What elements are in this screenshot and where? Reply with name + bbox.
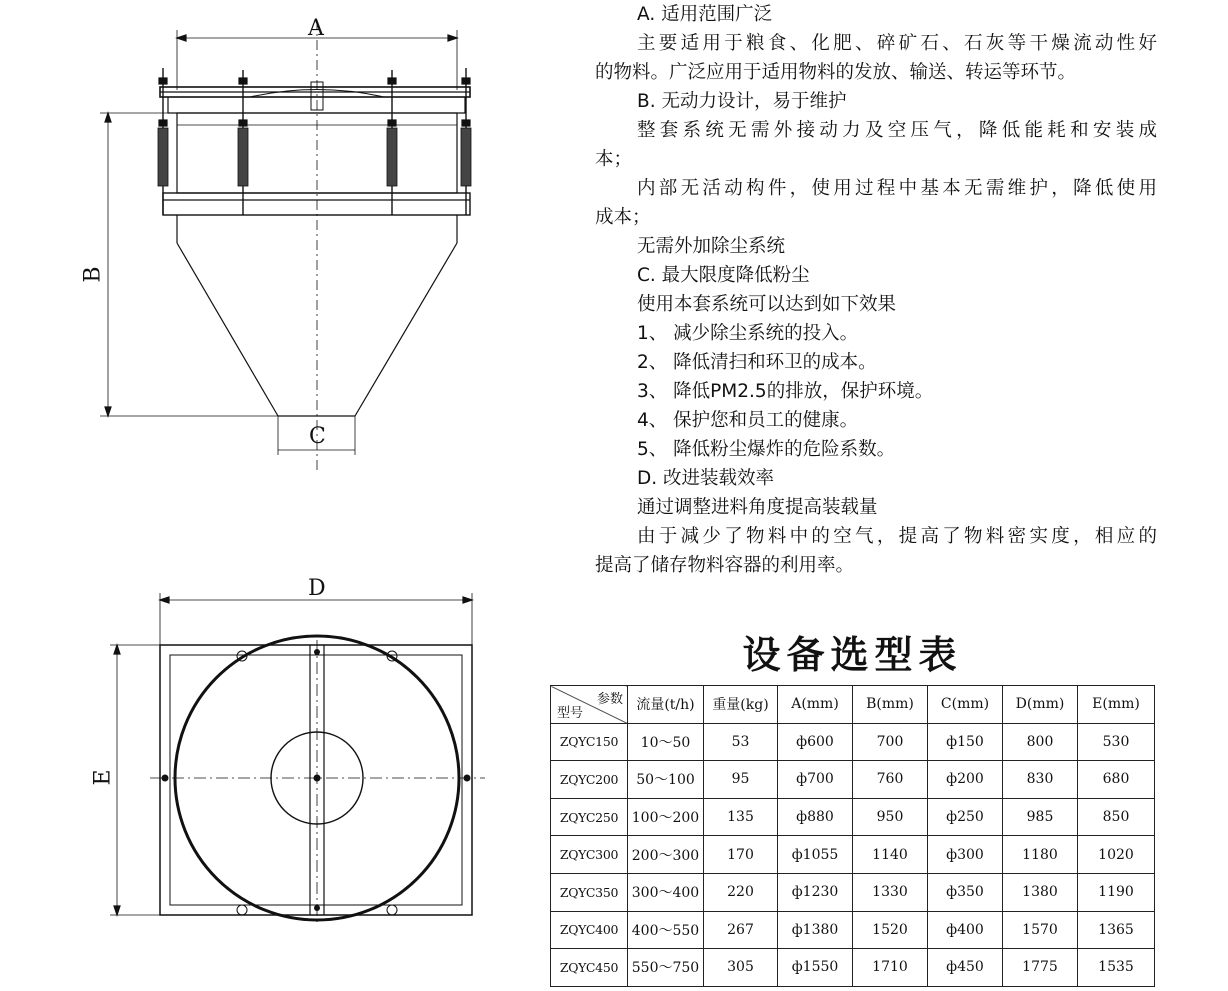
table-cell: ф700 xyxy=(778,761,853,799)
list-item: 2、 降低清扫和环卫的成本。 xyxy=(637,352,877,373)
header-cell: B(mm) xyxy=(853,686,928,724)
section-heading: A. 适用范围广泛 xyxy=(637,4,773,25)
table-row xyxy=(551,949,1155,987)
table-cell: ф1230 xyxy=(778,873,853,911)
table-cell: 800 xyxy=(1003,723,1078,761)
table-body xyxy=(551,723,1155,986)
header-cell: 重量(kg) xyxy=(704,686,778,724)
section-heading: C. 最大限度降低粉尘 xyxy=(637,265,810,286)
table-cell: ф350 xyxy=(928,873,1003,911)
table-cell: 95 xyxy=(704,761,778,799)
top-view-drawing xyxy=(110,593,485,925)
table-cell: 985 xyxy=(1003,798,1078,836)
paragraph-line: 内部无活动构件，使用过程中基本无需维护，降低使用 xyxy=(637,178,1157,199)
header-cell: 流量(t/h) xyxy=(628,686,704,724)
table-cell: 220 xyxy=(704,873,778,911)
table-cell: 50～100 xyxy=(628,761,704,799)
table-cell: 1020 xyxy=(1078,836,1155,874)
table-cell: ф300 xyxy=(928,836,1003,874)
table-cell: 950 xyxy=(853,798,928,836)
list-item: 3、 降低PM2.5的排放，保护环境。 xyxy=(637,381,934,402)
description-text xyxy=(595,0,1157,580)
table-cell: 1535 xyxy=(1078,949,1155,987)
header-corner-model: 型号 xyxy=(557,705,584,721)
table-cell: 400～550 xyxy=(628,911,704,949)
table-cell: ф1380 xyxy=(778,911,853,949)
table-cell: 10～50 xyxy=(628,723,704,761)
table-cell: 135 xyxy=(704,798,778,836)
table-row xyxy=(551,798,1155,836)
technical-drawings xyxy=(0,0,560,991)
table-cell: 1180 xyxy=(1003,836,1078,874)
list-item: 4、 保护您和员工的健康。 xyxy=(637,410,859,431)
header-cell: D(mm) xyxy=(1003,686,1078,724)
paragraph-line: 主要适用于粮食、化肥、碎矿石、石灰等干燥流动性好 xyxy=(637,33,1157,54)
model-cell: ZQYC350 xyxy=(551,873,628,911)
table-cell: 550～750 xyxy=(628,949,704,987)
table-cell: ф1055 xyxy=(778,836,853,874)
table-cell: 305 xyxy=(704,949,778,987)
table-cell: 700 xyxy=(853,723,928,761)
table-cell: 1380 xyxy=(1003,873,1078,911)
table-cell: 530 xyxy=(1078,723,1155,761)
table-cell: 1520 xyxy=(853,911,928,949)
dim-label-a: A xyxy=(308,16,324,41)
header-cell: C(mm) xyxy=(928,686,1003,724)
table-cell: ф1550 xyxy=(778,949,853,987)
table-cell: ф200 xyxy=(928,761,1003,799)
paragraph-line: 整套系统无需外接动力及空压气，降低能耗和安装成 xyxy=(637,120,1157,141)
paragraph-line: 使用本套系统可以达到如下效果 xyxy=(637,294,897,315)
paragraph-line: 无需外加除尘系统 xyxy=(637,236,786,257)
model-cell: ZQYC250 xyxy=(551,798,628,836)
table-cell: 100～200 xyxy=(628,798,704,836)
table-cell: 53 xyxy=(704,723,778,761)
model-cell: ZQYC300 xyxy=(551,836,628,874)
model-cell: ZQYC450 xyxy=(551,949,628,987)
table-cell: ф450 xyxy=(928,949,1003,987)
table-header-row xyxy=(551,686,1155,724)
table-cell: 1775 xyxy=(1003,949,1078,987)
table-row xyxy=(551,761,1155,799)
table-cell: 1365 xyxy=(1078,911,1155,949)
paragraph-line: 提高了储存物料容器的利用率。 xyxy=(595,555,855,576)
table-cell: 680 xyxy=(1078,761,1155,799)
header-cell: A(mm) xyxy=(778,686,853,724)
table-cell: ф400 xyxy=(928,911,1003,949)
model-cell: ZQYC150 xyxy=(551,723,628,761)
table-row xyxy=(551,873,1155,911)
spec-table xyxy=(550,685,1155,987)
dim-label-c: C xyxy=(309,424,326,449)
side-view-drawing xyxy=(100,20,471,470)
table-cell: 850 xyxy=(1078,798,1155,836)
header-corner-params: 参数 xyxy=(596,692,623,707)
list-item: 1、 减少除尘系统的投入。 xyxy=(637,323,859,344)
paragraph-line: 通过调整进料角度提高装载量 xyxy=(637,497,878,518)
table-row xyxy=(551,911,1155,949)
table-cell: 300～400 xyxy=(628,873,704,911)
section-heading: B. 无动力设计，易于维护 xyxy=(637,91,847,112)
table-cell: 1140 xyxy=(853,836,928,874)
table-cell: 1330 xyxy=(853,873,928,911)
table-row xyxy=(551,836,1155,874)
table-title: 设备选型表 xyxy=(742,632,963,677)
list-item: 5、 降低粉尘爆炸的危险系数。 xyxy=(637,439,896,460)
paragraph-line: 成本； xyxy=(595,207,651,228)
dim-label-b: B xyxy=(80,266,106,283)
dim-label-d: D xyxy=(308,576,326,601)
table-row xyxy=(551,723,1155,761)
table-cell: ф880 xyxy=(778,798,853,836)
table-cell: ф150 xyxy=(928,723,1003,761)
model-cell: ZQYC200 xyxy=(551,761,628,799)
table-cell: ф250 xyxy=(928,798,1003,836)
dim-label-e: E xyxy=(90,769,116,786)
section-heading: D. 改进装载效率 xyxy=(637,468,775,489)
table-cell: 830 xyxy=(1003,761,1078,799)
table-cell: 1710 xyxy=(853,949,928,987)
paragraph-line: 的物料。广泛应用于适用物料的发放、输送、转运等环节。 xyxy=(595,62,1077,83)
table-cell: 1190 xyxy=(1078,873,1155,911)
table-cell: ф600 xyxy=(778,723,853,761)
table-cell: 170 xyxy=(704,836,778,874)
table-cell: 1570 xyxy=(1003,911,1078,949)
table-cell: 267 xyxy=(704,911,778,949)
header-corner-cell xyxy=(551,686,628,724)
model-cell: ZQYC400 xyxy=(551,911,628,949)
table-cell: 200～300 xyxy=(628,836,704,874)
paragraph-line: 本； xyxy=(595,149,633,170)
table-cell: 760 xyxy=(853,761,928,799)
header-cell: E(mm) xyxy=(1078,686,1155,724)
paragraph-line: 由于减少了物料中的空气，提高了物料密实度，相应的 xyxy=(637,526,1157,547)
